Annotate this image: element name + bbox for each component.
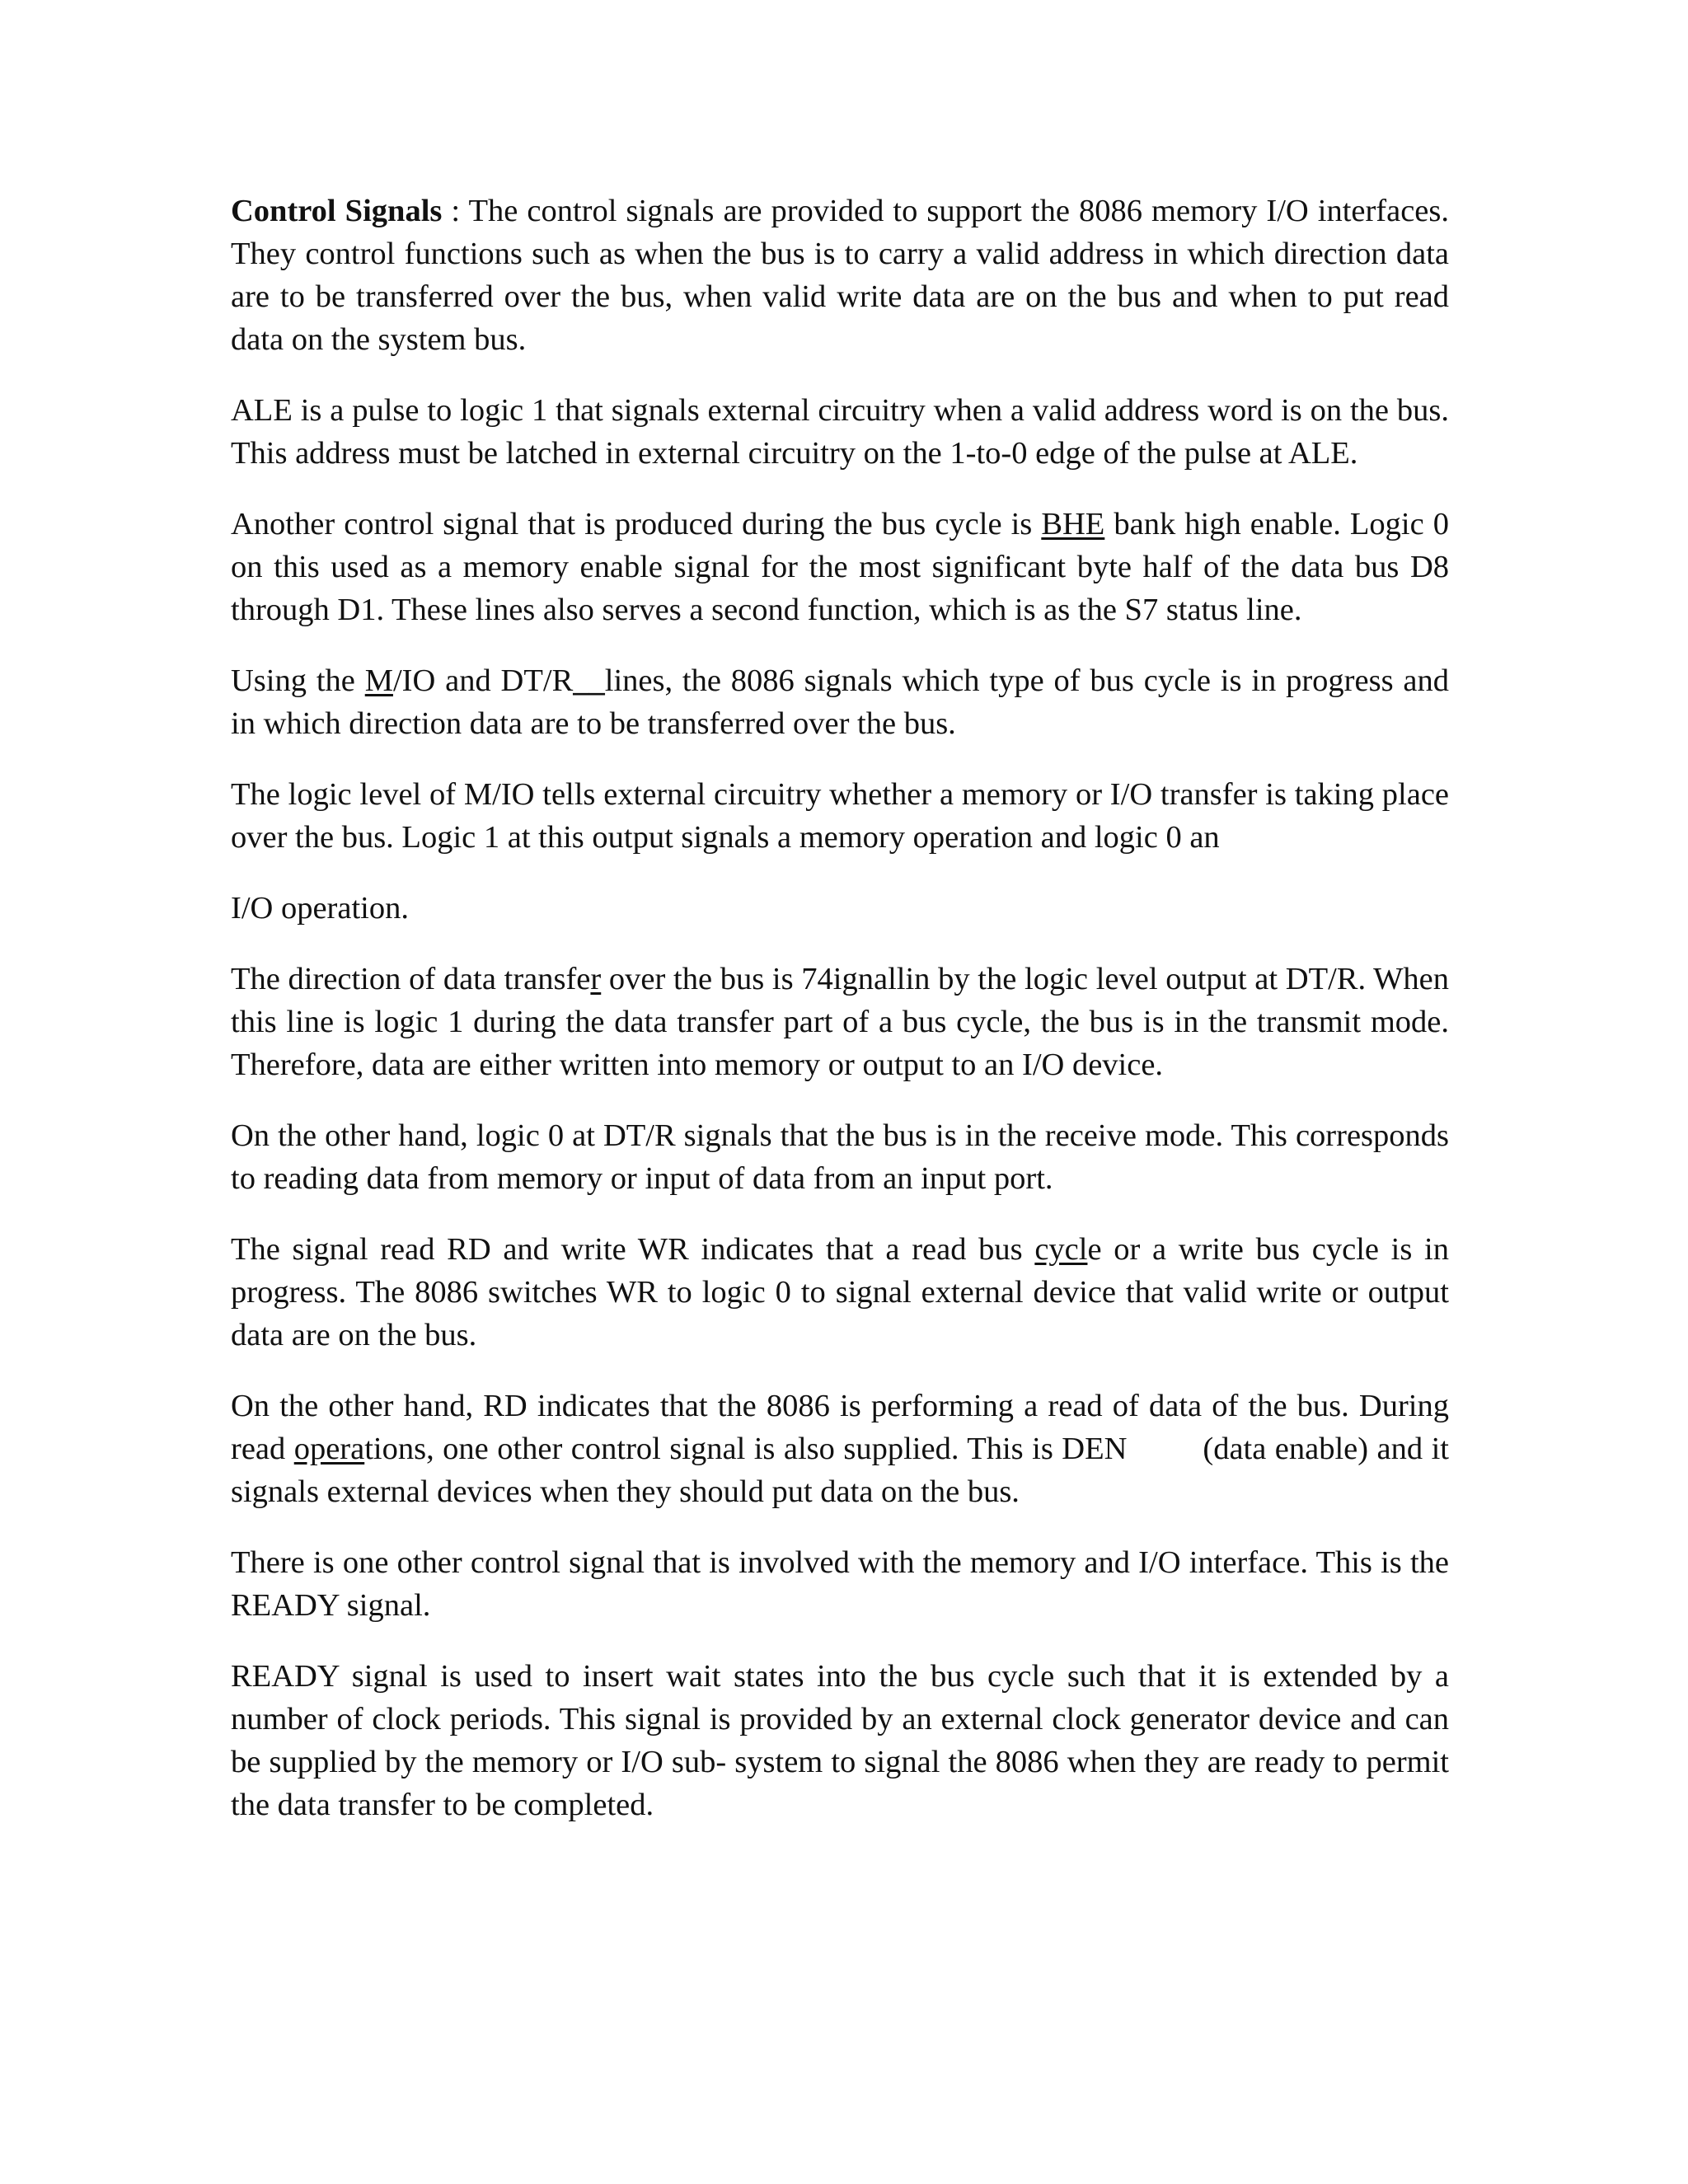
- paragraph-text: lines, the 8086 signals which type of bus cycle is in progress and in which direction data are to be transferred over the bus.: [231, 663, 1449, 741]
- paragraph-text: (data enable) and it signals external devices when they should put data on the bus.: [231, 1432, 1449, 1509]
- paragraph-text: e or a write bus cycle is in progress. The 8086 switches WR to logic 0 to signal external device that valid write or output data are on the bus.: [231, 1232, 1450, 1352]
- underlined-term: cycl: [1034, 1232, 1088, 1267]
- underlined-term: BHE: [1041, 507, 1105, 541]
- paragraph-den: [231, 1385, 1449, 1513]
- underlined-term: M: [364, 663, 393, 698]
- document-page: [231, 190, 1449, 1854]
- paragraph-text: The signal read RD and write WR indicates that a read bus: [231, 1232, 1035, 1267]
- underlined-term: opera: [293, 1432, 365, 1466]
- section-heading: Control Signals: [231, 194, 443, 228]
- paragraph-ale: ALE is a pulse to logic 1 that signals external circuitry when a valid address word is on the bus. This address must be latched in external circuitry on the 1-to-0 edge of the pulse at ALE.: [231, 393, 1449, 471]
- paragraph-io-operation: I/O operation.: [231, 891, 409, 926]
- paragraph-text: /IO and DT/R: [392, 663, 574, 698]
- paragraph-bhe: [231, 503, 1449, 631]
- paragraph-text: Another control signal that is produced during the bus cycle is: [231, 507, 1042, 541]
- paragraph-control-signals: [231, 190, 1449, 361]
- paragraph-text: bank high enable. Logic 0 on this used as a memory enable signal for the most significant byte half of the data bus D8 through D1. These lines also serves a second function, which is as the S7 status line.: [231, 507, 1449, 627]
- paragraph-text: over the bus is 74ignallin by the logic level output at DT/R. When this line is logic 1 during the data transfer part of a bus cycle, the bus is in the transmit mode. Therefore, data are either written into memory or output to an I/O device.: [231, 962, 1450, 1082]
- paragraph-direction: [231, 958, 1449, 1086]
- paragraph-receive-mode: On the other hand, logic 0 at DT/R signals that the bus is in the receive mode. This corresponds to reading data from memory or input of data from an input port.: [231, 1118, 1449, 1196]
- paragraph-text: tions, one other control signal is also supplied. This is DEN: [364, 1432, 1128, 1466]
- paragraph-ready-intro: There is one other control signal that is involved with the memory and I/O interface. This is the READY signal.: [231, 1545, 1449, 1623]
- paragraph-text: On the other hand, RD indicates that the 8086 is performing a read of data of the bus. During read: [231, 1389, 1449, 1466]
- paragraph-mio-dtr: [231, 659, 1449, 745]
- paragraph-text: Using the: [231, 663, 365, 698]
- underline-blank: __: [573, 663, 605, 698]
- paragraph-text: : The control signals are provided to support the 8086 memory I/O interfaces. They control functions such as when the bus is to carry a valid address in which direction data are to be transferred over the bus, when valid write data are on the bus and when to put read data on the system bus.: [231, 194, 1449, 357]
- paragraph-rd-wr: [231, 1228, 1449, 1357]
- paragraph-text: The direction of data transfe: [231, 962, 591, 996]
- underlined-term: r: [590, 962, 602, 996]
- paragraph-mio-logic: The logic level of M/IO tells external circuitry whether a memory or I/O transfer is taking place over the bus. Logic 1 at this output signals a memory operation and logic 0 an: [231, 777, 1449, 855]
- paragraph-ready-detail: READY signal is used to insert wait states into the bus cycle such that it is extended by a number of clock periods. This signal is provided by an external clock generator device and can be supplied by the memory or I/O sub- system to signal the 8086 when they are ready to permit the data transfer to be completed.: [231, 1659, 1449, 1822]
